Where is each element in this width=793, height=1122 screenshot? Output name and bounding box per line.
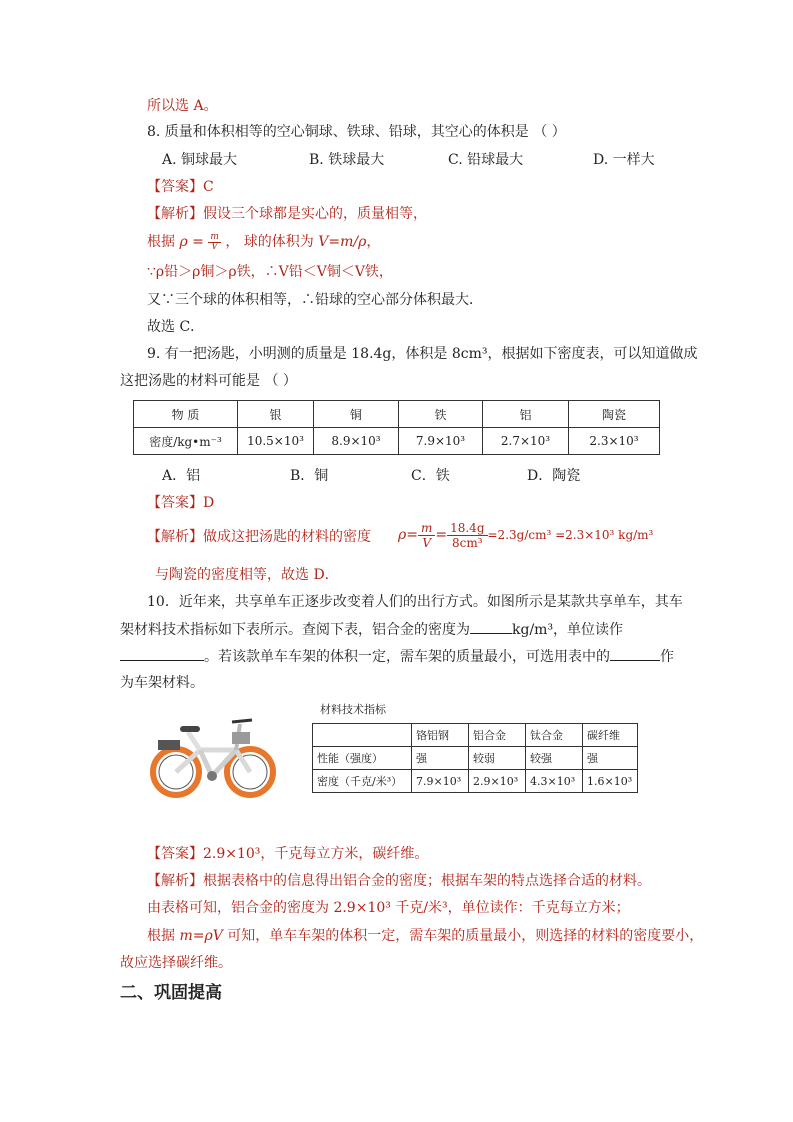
analysis-text: 根据表格中的信息得出铝合金的密度；根据车架的特点选择合适的材料。 xyxy=(203,873,651,889)
table-cell: 铝 xyxy=(483,401,569,428)
analysis-tag: 【解析】 xyxy=(147,529,203,545)
fraction-values xyxy=(447,521,487,550)
conclusion-line: 所以选 A。 xyxy=(147,98,218,114)
q9-stem-line-2: 这把汤匙的材料可能是 （ ） xyxy=(120,373,297,389)
answer-tag: 【答案】 xyxy=(147,846,203,862)
table-cell: 2.3×10³ xyxy=(569,428,660,455)
table-cell: 强 xyxy=(583,747,638,770)
table-row xyxy=(313,770,638,793)
table-cell: 8.9×10³ xyxy=(314,428,399,455)
q10-answer xyxy=(147,844,428,864)
q8-analysis-line-4: 又∵三个球的体积相等，∴铅球的空心部分体积最大． xyxy=(147,292,483,308)
q10-analysis-line-1 xyxy=(147,871,651,891)
analysis-text: 做成这把汤匙的材料的密度 xyxy=(203,529,371,545)
basket xyxy=(232,732,250,744)
numerator: m xyxy=(210,231,219,242)
text: 根据 xyxy=(147,928,175,944)
q9-option-d: D．陶瓷 xyxy=(527,468,581,484)
q10-analysis-line-3 xyxy=(147,926,703,946)
blank-1[interactable] xyxy=(470,619,512,634)
q8-analysis-line-3: ∵ρ铅＞ρ铜＞ρ铁，∴V铅＜V铜＜V铁， xyxy=(147,264,393,280)
q10-analysis-line-2: 由表格可知，铝合金的密度为 2.9×10³ 千克/米³，单位读作：千克每立方米； xyxy=(147,900,630,916)
table-cell: 2.7×10³ xyxy=(483,428,569,455)
table-cell: 4.3×10³ xyxy=(526,770,583,793)
table-cell: 1.6×10³ xyxy=(583,770,638,793)
text: ， xyxy=(366,234,381,250)
table-cell: 铬铝钢 xyxy=(412,724,469,747)
table-cell: 7.9×10³ xyxy=(399,428,483,455)
text: kg/m³，单位读作 xyxy=(512,622,624,638)
rho-symbol: ρ = xyxy=(179,234,204,250)
answer-tag: 【答案】 xyxy=(147,495,203,511)
table-cell: 陶瓷 xyxy=(569,401,660,428)
q8-analysis-line-1 xyxy=(147,204,427,224)
materials-table-title: 材料技术指标 xyxy=(320,703,386,716)
formula: m=ρV xyxy=(179,928,223,944)
table-cell: 铜 xyxy=(314,401,399,428)
q9-option-b: B．铜 xyxy=(290,468,329,484)
crank xyxy=(207,771,217,781)
q9-density-formula xyxy=(398,518,653,552)
table-cell: 强 xyxy=(412,747,469,770)
fraction-m-over-v xyxy=(418,521,435,550)
q8-option-c: C. 铅球最大 xyxy=(448,152,524,168)
q8-stem: 8. 质量和体积相等的空心铜球、铁球、铅球，其空心的体积是 （ ） xyxy=(147,124,566,140)
table-cell: 密度/kg•m⁻³ xyxy=(134,428,238,455)
table-row xyxy=(313,747,638,770)
q10-stem-line-3 xyxy=(120,646,674,667)
table-row xyxy=(134,401,660,428)
table-cell: 7.9×10³ xyxy=(412,770,469,793)
density-table xyxy=(133,400,660,455)
table-cell: 碳纤维 xyxy=(583,724,638,747)
table-cell: 银 xyxy=(238,401,314,428)
materials-table xyxy=(312,723,638,793)
answer-tag: 【答案】 xyxy=(147,179,203,195)
q10-stem-line-4: 为车架材料。 xyxy=(120,675,204,691)
q9-answer xyxy=(147,493,214,513)
table-cell: 10.5×10³ xyxy=(238,428,314,455)
result: =2.3g/cm³ =2.3×10³ kg/m³ xyxy=(487,528,654,542)
analysis-text: 假设三个球都是实心的，质量相等， xyxy=(203,206,427,222)
text: 。若该款单车车架的体积一定，需车架的质量最小，可选用表中的 xyxy=(204,649,610,665)
rho-symbol: ρ= xyxy=(398,527,418,543)
q10-stem-line-1: 10．近年来，共享单车正逐步改变着人们的出行方式。如图所示是某款共享单车，其车 xyxy=(147,594,683,610)
text: 作 xyxy=(660,649,674,665)
analysis-tag: 【解析】 xyxy=(147,873,203,889)
table-cell: 钛合金 xyxy=(526,724,583,747)
table-cell: 物 质 xyxy=(134,401,238,428)
q8-analysis-line-2 xyxy=(147,230,380,254)
equals: = xyxy=(435,527,448,543)
bicycle-illustration xyxy=(148,710,278,802)
q8-option-d: D. 一样大 xyxy=(593,152,655,168)
q9-analysis-line-1 xyxy=(147,527,371,547)
table-cell: 较强 xyxy=(526,747,583,770)
table-cell: 较弱 xyxy=(469,747,526,770)
table-cell: 密度（千克/米³） xyxy=(313,770,412,793)
answer-value: D xyxy=(203,495,215,511)
q10-stem-line-2 xyxy=(120,619,623,640)
analysis-tag: 【解析】 xyxy=(147,206,203,222)
q9-stem-line-1: 9. 有一把汤匙，小明测的质量是 18.4g，体积是 8cm³，根据如下密度表，可以知道做成 xyxy=(147,346,698,362)
denominator: 8cm³ xyxy=(452,535,483,550)
denominator: V xyxy=(211,241,218,252)
answer-value: 2.9×10³，千克每立方米，碳纤维。 xyxy=(203,846,429,862)
text: ， 球的体积为 xyxy=(225,234,314,250)
q10-analysis-line-4: 故应选择碳纤维。 xyxy=(120,955,232,971)
text: 根据 xyxy=(147,234,175,250)
q8-option-b: B. 铁球最大 xyxy=(309,152,385,168)
text: 可知，单车车架的体积一定，需车架的质量最小，则选择的材料的密度要小， xyxy=(222,928,704,944)
blank-2[interactable] xyxy=(120,646,204,661)
q8-analysis-line-5: 故选 C． xyxy=(147,319,205,335)
rear-rack xyxy=(158,740,180,750)
saddle xyxy=(180,726,200,732)
q9-option-a: A．铝 xyxy=(162,468,201,484)
text: 架材料技术指标如下表所示。查阅下表，铝合金的密度为 xyxy=(120,622,470,638)
table-cell: 2.9×10³ xyxy=(469,770,526,793)
table-cell xyxy=(313,724,412,747)
table-cell: 铁 xyxy=(399,401,483,428)
table-cell: 性能（强度） xyxy=(313,747,412,770)
seat-post xyxy=(188,732,200,750)
volume-formula: V=m/ρ xyxy=(318,234,367,250)
q9-analysis-line-2: 与陶瓷的密度相等，故选 D． xyxy=(155,567,339,583)
numerator: m xyxy=(418,521,435,536)
blank-3[interactable] xyxy=(610,646,660,661)
denominator: V xyxy=(422,535,431,550)
handlebar xyxy=(232,720,252,722)
fraction-m-over-v xyxy=(208,233,221,252)
table-row xyxy=(313,724,638,747)
q8-answer xyxy=(147,177,214,197)
q8-option-a: A. 铜球最大 xyxy=(162,152,238,168)
section-heading: 二、巩固提高 xyxy=(120,983,222,1003)
answer-value: C xyxy=(203,179,214,195)
numerator: 18.4g xyxy=(447,521,487,536)
table-row xyxy=(134,428,660,455)
q9-option-c: C．铁 xyxy=(411,468,450,484)
table-cell: 铝合金 xyxy=(469,724,526,747)
